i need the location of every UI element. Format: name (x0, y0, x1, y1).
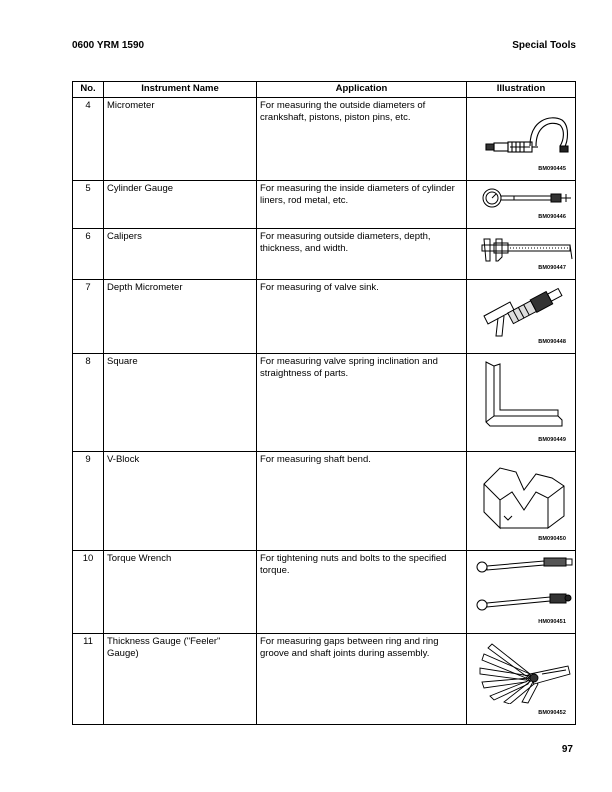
figure-code: HM090451 (538, 619, 566, 625)
square-icon (484, 360, 564, 434)
document-id: 0600 YRM 1590 (72, 40, 145, 51)
row-number: 5 (73, 181, 104, 229)
figure-code: BM090445 (538, 166, 566, 172)
table-row (73, 181, 576, 229)
table-row (73, 229, 576, 280)
page-number: 97 (561, 744, 573, 755)
instrument-name: Calipers (104, 229, 257, 280)
v-block-icon (482, 462, 568, 532)
figure-code: BM090446 (538, 214, 566, 220)
calipers-icon (476, 235, 574, 265)
illustration-cell (467, 280, 576, 354)
instrument-application: For measuring outside diameters, depth, thickness, and width. (257, 229, 467, 280)
instrument-name: Cylinder Gauge (104, 181, 257, 229)
figure-code: BM090452 (538, 710, 566, 716)
table-row (73, 634, 576, 725)
instrument-application: For tightening nuts and bolts to the specified torque. (257, 551, 467, 634)
figure-code: BM090450 (538, 536, 566, 542)
instrument-application: For measuring the inside diameters of cylinder liners, rod metal, etc. (257, 181, 467, 229)
illustration-cell (467, 98, 576, 181)
illustration-cell (467, 181, 576, 229)
row-number: 6 (73, 229, 104, 280)
instrument-name: Thickness Gauge ("Feeler" Gauge) (104, 634, 257, 725)
figure-code: BM090447 (538, 265, 566, 271)
column-header-instrument-name: Instrument Name (104, 82, 257, 98)
special-tools-table (72, 81, 576, 725)
instrument-name: Square (104, 354, 257, 452)
instrument-name: V-Block (104, 452, 257, 551)
instrument-name: Torque Wrench (104, 551, 257, 634)
table-row (73, 280, 576, 354)
column-header-application: Application (257, 82, 467, 98)
table-row (73, 98, 576, 181)
instrument-name: Micrometer (104, 98, 257, 181)
cylinder-gauge-icon (476, 186, 574, 214)
illustration-cell (467, 452, 576, 551)
instrument-application: For measuring of valve sink. (257, 280, 467, 354)
row-number: 11 (73, 634, 104, 725)
table-row (73, 551, 576, 634)
table-row (73, 452, 576, 551)
figure-code: BM090448 (538, 339, 566, 345)
torque-wrench-icon (474, 555, 576, 617)
instrument-application: For measuring shaft bend. (257, 452, 467, 551)
row-number: 4 (73, 98, 104, 181)
table-row (73, 354, 576, 452)
instrument-name: Depth Micrometer (104, 280, 257, 354)
section-title: Special Tools (512, 40, 576, 51)
depth-micrometer-icon (480, 286, 570, 338)
illustration-cell (467, 354, 576, 452)
feeler-gauge-icon (478, 640, 572, 704)
figure-code: BM090449 (538, 437, 566, 443)
instrument-application: For measuring valve spring inclination and straightness of parts. (257, 354, 467, 452)
row-number: 10 (73, 551, 104, 634)
illustration-cell (467, 229, 576, 280)
illustration-cell (467, 634, 576, 725)
instrument-application: For measuring gaps between ring and ring groove and shaft joints during assembly. (257, 634, 467, 725)
instrument-application: For measuring the outside diameters of crankshaft, pistons, piston pins, etc. (257, 98, 467, 181)
illustration-cell (467, 551, 576, 634)
column-header-no: No. (73, 82, 104, 98)
table-header-row (73, 82, 576, 98)
row-number: 7 (73, 280, 104, 354)
column-header-illustration: Illustration (467, 82, 576, 98)
row-number: 8 (73, 354, 104, 452)
row-number: 9 (73, 452, 104, 551)
micrometer-icon (480, 112, 570, 160)
